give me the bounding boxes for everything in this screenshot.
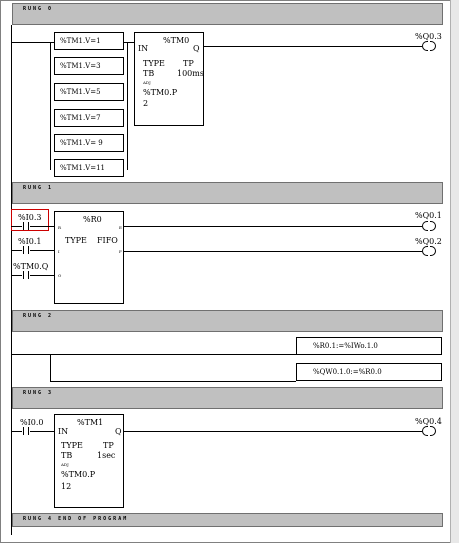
coil-q0-1[interactable] xyxy=(422,221,436,231)
timer-q: Q xyxy=(115,427,122,436)
tb-value: 1sec xyxy=(97,451,116,460)
wire xyxy=(50,381,296,382)
compare-expr: %TM1.V=1 xyxy=(60,37,101,45)
wire xyxy=(124,226,422,227)
rung-label: RUNG 1 xyxy=(23,185,54,191)
pin-e: E xyxy=(119,225,122,230)
type-value: FIFO xyxy=(97,236,118,245)
tb-value: 100ms xyxy=(177,69,204,78)
type-label: TYPE xyxy=(65,236,87,245)
pin-r: R xyxy=(58,225,62,230)
compare-block[interactable] xyxy=(54,159,124,177)
wire xyxy=(11,250,22,251)
operate-block[interactable] xyxy=(296,363,442,381)
preset-label: %TM0.P xyxy=(143,88,178,97)
wire xyxy=(50,354,51,381)
coil-q0-2[interactable] xyxy=(422,246,436,256)
wire xyxy=(11,275,22,276)
rung-label: RUNG 4 END OF PROGRAM xyxy=(23,516,129,522)
pin-i: I xyxy=(58,249,60,254)
operate-expr: %QW0.1.0:=%R0.0 xyxy=(313,368,382,376)
preset-label: %TM0.P xyxy=(61,470,96,479)
wire xyxy=(124,431,422,432)
wire xyxy=(204,46,422,47)
register-name: %R0 xyxy=(83,215,102,224)
adj-label: ADJ xyxy=(143,80,151,85)
compare-block[interactable] xyxy=(54,32,124,50)
timer-name: %TM1 xyxy=(77,418,104,427)
coil-label: %Q0.3 xyxy=(415,32,442,41)
rung-label: RUNG 3 xyxy=(23,390,54,396)
compare-block[interactable] xyxy=(54,109,124,127)
compare-expr: %TM1.V=11 xyxy=(60,164,105,172)
compare-block[interactable] xyxy=(54,83,124,101)
compare-expr: %TM1.V= 9 xyxy=(60,139,103,147)
wire xyxy=(127,42,128,170)
timer-q: Q xyxy=(193,44,200,53)
compare-expr: %TM1.V=3 xyxy=(60,62,101,70)
wire xyxy=(11,42,54,43)
vertical-scrollbar[interactable] xyxy=(450,0,459,543)
preset-value: 2 xyxy=(143,99,149,108)
rung-label: RUNG 2 xyxy=(23,313,54,319)
pin-f: F xyxy=(119,249,122,254)
wire xyxy=(30,275,54,276)
wire xyxy=(11,226,22,227)
compare-block[interactable] xyxy=(54,134,124,152)
rung-label: RUNG 0 xyxy=(23,6,54,12)
rung-header-3[interactable] xyxy=(12,387,443,409)
contact-tm0-q[interactable] xyxy=(22,271,30,279)
rung-header-end[interactable] xyxy=(12,513,443,527)
wire xyxy=(11,431,22,432)
type-label: TYPE xyxy=(143,59,165,68)
rung-header-2[interactable] xyxy=(12,310,443,332)
contact-label: %TM0.Q xyxy=(13,262,49,271)
timer-in: IN xyxy=(138,44,149,53)
coil-label: %Q0.1 xyxy=(415,211,442,220)
contact-label: %I0.3 xyxy=(18,213,42,222)
rung-header-1[interactable] xyxy=(12,182,443,204)
preset-value: 12 xyxy=(61,482,72,491)
rung-header-0[interactable] xyxy=(12,3,443,25)
type-label: TYPE xyxy=(61,441,83,450)
adj-label: ADJ xyxy=(61,462,69,467)
operate-expr: %R0.1:=%IWo.1.0 xyxy=(313,342,378,350)
contact-i0-1[interactable] xyxy=(22,246,30,254)
wire xyxy=(124,251,422,252)
contact-label: %I0.1 xyxy=(18,237,42,246)
coil-q0-3[interactable] xyxy=(422,41,436,51)
compare-expr: %TM1.V=5 xyxy=(60,88,101,96)
contact-label: %I0.0 xyxy=(20,418,44,427)
compare-expr: %TM1.V=7 xyxy=(60,114,101,122)
compare-block[interactable] xyxy=(54,57,124,75)
left-power-rail xyxy=(11,25,12,535)
tb-label: TB xyxy=(61,451,73,460)
timer-name: %TM0 xyxy=(163,36,190,45)
type-value: TP xyxy=(183,59,194,68)
wire xyxy=(30,250,54,251)
operate-block[interactable] xyxy=(296,337,442,355)
wire xyxy=(30,431,54,432)
coil-label: %Q0.4 xyxy=(415,417,442,426)
coil-label: %Q0.2 xyxy=(415,237,442,246)
wire xyxy=(30,226,54,227)
tb-label: TB xyxy=(143,69,155,78)
wire xyxy=(50,42,51,170)
coil-q0-4[interactable] xyxy=(422,426,436,436)
timer-block-tm0[interactable] xyxy=(134,32,204,126)
timer-block-tm1[interactable] xyxy=(54,414,124,508)
type-value: TP xyxy=(103,441,114,450)
register-block-r0[interactable] xyxy=(54,211,124,304)
contact-i0-0[interactable] xyxy=(22,427,30,435)
timer-in: IN xyxy=(58,427,69,436)
wire xyxy=(124,42,134,43)
pin-o: O xyxy=(58,273,62,278)
contact-i0-3[interactable] xyxy=(22,222,30,230)
wire xyxy=(11,354,296,355)
